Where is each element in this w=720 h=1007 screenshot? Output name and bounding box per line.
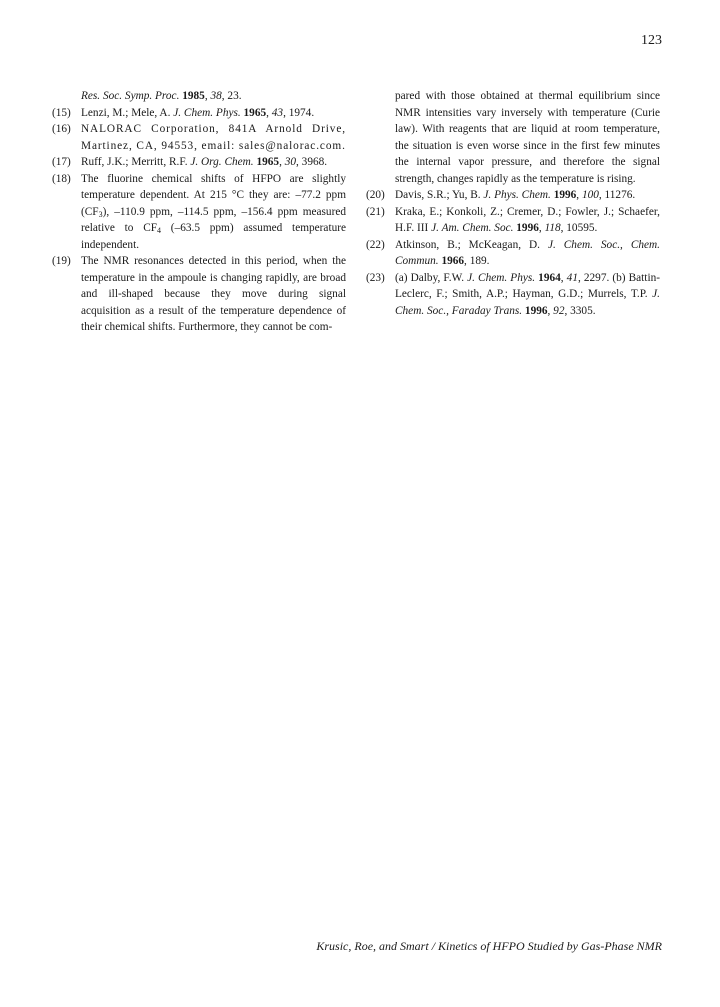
- reference-16: (16) NALORAC Corporation, 841A Arnold Drive, Martinez, CA, 94553, email: sales@nalorac.com.: [52, 123, 346, 152]
- reference-number: (15): [52, 106, 71, 119]
- reference-number: (20): [366, 189, 385, 201]
- reference-23: (23) (a) Dalby, F.W. J. Chem. Phys. 1964, 41, 2297. (b) Battin-Leclerc, F.; Smith, A.P.; Hayman, G.D.; Murrels, T.P. J. Chem. Soc., Faraday Trans. 1996, 92, 3305.: [366, 271, 660, 317]
- page-number: 123: [641, 33, 662, 48]
- reference-20: (20) Davis, S.R.; Yu, B. J. Phys. Chem. 1996, 100, 11276.: [366, 187, 660, 204]
- reference-number: (16): [52, 123, 71, 135]
- reference-22: (22) Atkinson, B.; McKeagan, D. J. Chem. Soc., Chem. Commun. 1966, 189.: [366, 238, 661, 267]
- running-footer: Krusic, Roe, and Smart / Kinetics of HFPO Studied by Gas-Phase NMR: [316, 939, 662, 953]
- reference-number: (18): [52, 172, 71, 185]
- reference-continuation: Res. Soc. Symp. Proc. 1985, 38, 23.: [81, 90, 242, 102]
- reference-15: (15) Lenzi, M.; Mele, A. J. Chem. Phys. 1965, 43, 1974.: [52, 105, 346, 122]
- reference-17: (17) Ruff, J.K.; Merritt, R.F. J. Org. Chem. 1965, 30, 3968.: [52, 154, 346, 171]
- reference-number: (22): [366, 238, 385, 251]
- left-column: [52, 88, 346, 336]
- reference-21: (21) Kraka, E.; Konkoli, Z.; Cremer, D.; Fowler, J.; Schaefer, H.F. III J. Am. Chem. Soc. 1996, 118, 10595.: [366, 205, 660, 234]
- right-column: [366, 88, 660, 319]
- reference-number: (19): [52, 255, 71, 267]
- note-continuation: pared with those obtained at thermal equilibrium since NMR intensities vary inversely with temperature (Curie law). With reagents that are liquid at room temperature, the situation is even worse since in the first few minutes the internal vapor pressure, and therefore the signal strength, changes rapidly as the temperature is rising.: [395, 90, 660, 185]
- reference-19: (19) The NMR resonances detected in this period, when the temperature in the ampoule is changing rapidly, are broad and ill-shaped because they move during signal acquisition as a result of the temperature dependence of their chemical shifts. Furthermore, they cannot be com-: [52, 255, 346, 333]
- reference-number: (17): [52, 156, 71, 168]
- reference-number: (23): [366, 271, 385, 284]
- reference-18: (18) The fluorine chemical shifts of HFPO are slightly temperature dependent. At 215 °C they are: –77.2 ppm $(CF_3)$, –110.9 ppm, –114.5 ppm, –156.4 ppm measured relative to $CF_4$ (–63.5 ppm) assumed temperature independent.: [52, 172, 347, 251]
- reference-number: (21): [366, 205, 385, 218]
